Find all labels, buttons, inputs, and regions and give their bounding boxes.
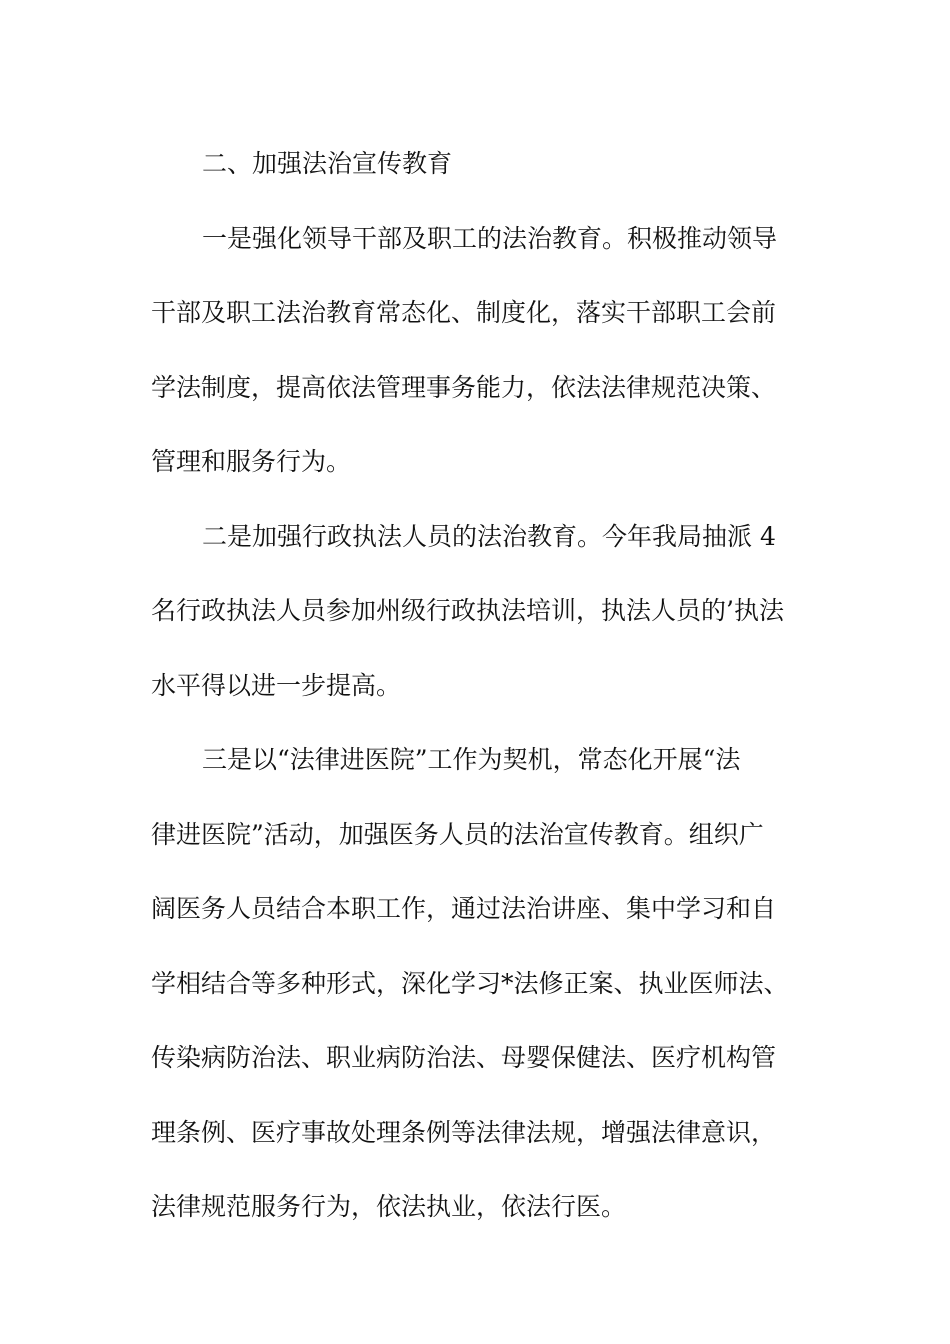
paragraph-line: 干部及职工法治教育常态化、制度化，落实干部职工会前 xyxy=(151,298,777,327)
paragraph-3 xyxy=(151,723,811,1245)
paragraph-line: 学相结合等多种形式，深化学习*法修正案、执业医师法、 xyxy=(151,968,789,998)
paragraph-line: 三是以“法律进医院”工作为契机，常态化开展“法 xyxy=(202,745,741,774)
paragraph-line: 管理和服务行为。 xyxy=(151,447,352,476)
paragraph-line: 传染病防治法、职业病防治法、母婴保健法、医疗机构管 xyxy=(151,1043,777,1072)
paragraph-line: 法律规范服务行为，依法执业，依法行医。 xyxy=(151,1192,627,1221)
section-heading: 二、加强法治宣传教育 xyxy=(202,149,453,178)
paragraph-line: 学法制度，提高依法管理事务能力，依法法律规范决策、 xyxy=(151,372,777,402)
paragraph-line: 一是强化领导干部及职工的法治教育。积极推动领导 xyxy=(202,223,778,253)
paragraph-line: 水平得以进一步提高。 xyxy=(151,670,402,700)
paragraph-line: 阔医务人员结合本职工作，通过法治讲座、集中学习和自 xyxy=(151,894,777,923)
document-body xyxy=(151,127,811,1245)
paragraph-line: 名行政执法人员参加州级行政执法培训，执法人员的’执法 xyxy=(151,596,784,625)
paragraph-line: 律进医院”活动，加强医务人员的法治宣传教育。组织广 xyxy=(151,819,764,849)
paragraph-1 xyxy=(151,202,811,500)
paragraph-line: 理条例、医疗事故处理条例等法律法规，增强法律意识， xyxy=(151,1117,777,1147)
paragraph-line: 二是加强行政执法人员的法治教育。今年我局抽派 4 xyxy=(202,521,776,551)
paragraph-2 xyxy=(151,500,811,724)
